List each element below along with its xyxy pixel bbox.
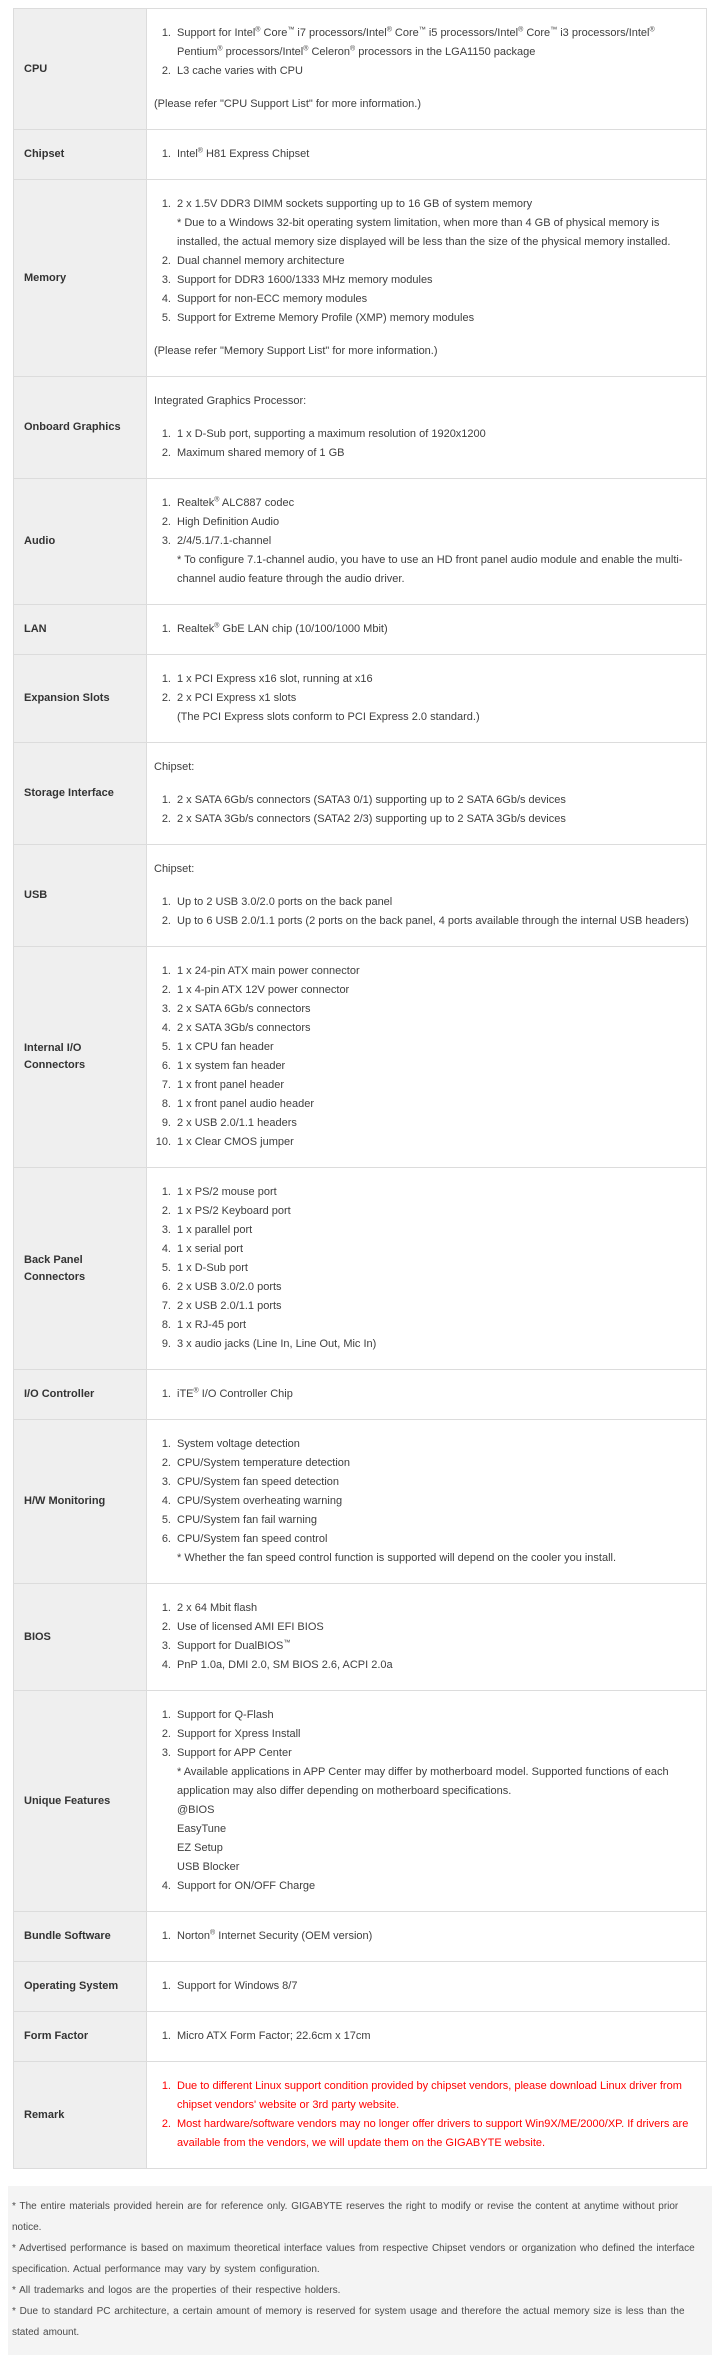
- spec-item-number: 2.: [161, 447, 171, 459]
- spec-list: [147, 1183, 692, 1354]
- spec-row-chipset: [14, 130, 707, 180]
- spec-item-text: CPU/System overheating warning: [177, 1495, 343, 1507]
- spec-item-text: CPU/System fan speed control: [177, 1533, 328, 1545]
- spec-item-text: Support for Intel® Core™ i7 processors/Intel® Core™ i5 processors/Intel® Core™ i3 processors/Intel® Pentium® processors/Intel® Celeron® processors in the LGA1150 package: [177, 26, 655, 58]
- spec-list: [147, 145, 692, 164]
- spec-item-text: 2 x SATA 6Gb/s connectors (SATA3 0/1) supporting up to 2 SATA 6Gb/s devices: [177, 794, 566, 806]
- spec-item-text: 1 x front panel header: [177, 1079, 285, 1091]
- spec-item: [147, 1744, 692, 1877]
- spec-item-number: 1.: [161, 1388, 171, 1400]
- spec-content: [147, 377, 707, 479]
- spec-item-text: Support for Q-Flash: [177, 1709, 274, 1721]
- trademark-symbol: ®: [349, 45, 356, 53]
- spec-item-number: 2.: [161, 1621, 171, 1633]
- spec-list: [147, 1599, 692, 1675]
- spec-item-number: 1.: [161, 623, 171, 635]
- spec-item-number: 1.: [161, 1930, 171, 1942]
- trademark-symbol: ®: [210, 1929, 216, 1937]
- spec-item-number: 5.: [161, 312, 171, 324]
- trademark-symbol: ®: [193, 1387, 199, 1395]
- spec-item-text: Up to 2 USB 3.0/2.0 ports on the back panel: [177, 896, 393, 908]
- spec-item-text: 1 x system fan header: [177, 1060, 286, 1072]
- spec-item-text: Up to 6 USB 2.0/1.1 ports (2 ports on the back panel, 4 ports available through the internal USB headers): [177, 915, 689, 927]
- footnote: * All trademarks and logos are the properties of their respective holders.: [12, 2285, 341, 2296]
- spec-item-text: 2 x PCI Express x1 slots: [177, 692, 297, 704]
- spec-item: [147, 252, 692, 271]
- spec-item: [147, 689, 692, 727]
- spec-item-number: 9.: [161, 1338, 171, 1350]
- spec-item: [147, 1435, 692, 1454]
- spec-item-note: * Available applications in APP Center may differ by motherboard model. Supported functions of each application may also differ depending on motherboard specifications.: [177, 1766, 669, 1797]
- spec-item: [147, 1492, 692, 1511]
- spec-item: [147, 1019, 692, 1038]
- spec-item-text: Realtek® ALC887 codec: [177, 496, 295, 509]
- spec-item-text: Norton® Internet Security (OEM version): [177, 1929, 373, 1942]
- spec-item-number: 3.: [161, 1640, 171, 1652]
- spec-item: [147, 62, 692, 81]
- spec-item-text: Support for DualBIOS™: [177, 1639, 291, 1652]
- spec-row-bios: [14, 1584, 707, 1691]
- trademark-symbol: ™: [418, 26, 426, 34]
- spec-item: [147, 145, 692, 164]
- spec-item: [147, 1202, 692, 1221]
- spec-label: Storage Interface: [14, 743, 147, 845]
- spec-item-text: 1 x RJ-45 port: [177, 1319, 247, 1331]
- spec-list: [147, 670, 692, 727]
- spec-item: [147, 1278, 692, 1297]
- page-footnotes: [8, 2186, 712, 2355]
- spec-item: [147, 1927, 692, 1946]
- spec-content: [147, 479, 707, 605]
- spec-row-audio: [14, 479, 707, 605]
- trademark-symbol: ™: [287, 26, 295, 34]
- spec-item: [147, 1000, 692, 1019]
- spec-item-number: 1.: [161, 497, 171, 509]
- spec-item-text: System voltage detection: [177, 1438, 300, 1450]
- spec-list: [147, 620, 692, 639]
- footnote: * Due to standard PC architecture, a certain amount of memory is reserved for system usage and therefore the actual memory size is less than the stated amount.: [12, 2306, 685, 2338]
- spec-item: [147, 981, 692, 1000]
- spec-label: Bundle Software: [14, 1912, 147, 1962]
- spec-item-number: 4.: [161, 1022, 171, 1034]
- spec-item-number: 5.: [161, 1262, 171, 1274]
- spec-item-number: 1.: [161, 1709, 171, 1721]
- spec-item: [147, 1454, 692, 1473]
- spec-item-note: * Due to a Windows 32-bit operating system limitation, when more than 4 GB of physical memory is installed, the actual memory size displayed will be less than the size of the physical memory installed.: [177, 217, 671, 248]
- spec-label: H/W Monitoring: [14, 1420, 147, 1584]
- trademark-symbol: ®: [303, 45, 309, 53]
- spec-content: [147, 130, 707, 180]
- spec-item-text: 1 x PS/2 mouse port: [177, 1186, 277, 1198]
- spec-item-text: Due to different Linux support condition provided by chipset vendors, please download Linux driver from chipset vendors' website or 3rd party website.: [177, 2080, 682, 2111]
- spec-item: [147, 1877, 692, 1896]
- spec-item-text: CPU/System fan fail warning: [177, 1514, 317, 1526]
- spec-row-i-o-controller: [14, 1370, 707, 1420]
- spec-content: [147, 1168, 707, 1370]
- spec-item-number: 3.: [161, 1747, 171, 1759]
- spec-item-text: CPU/System fan speed detection: [177, 1476, 340, 1488]
- spec-item-note: * To configure 7.1-channel audio, you have to use an HD front panel audio module and enable the multi-channel audio feature through the audio driver.: [177, 554, 683, 585]
- spec-item: [147, 1618, 692, 1637]
- spec-item: [147, 912, 692, 931]
- spec-item-number: 2.: [161, 984, 171, 996]
- spec-item-number: 1.: [161, 794, 171, 806]
- spec-row-remark: [14, 2062, 707, 2169]
- spec-row-h-w-monitoring: [14, 1420, 707, 1584]
- trademark-symbol: ®: [214, 622, 220, 630]
- spec-item: [147, 1511, 692, 1530]
- spec-row-onboard-graphics: [14, 377, 707, 479]
- spec-item-text: Most hardware/software vendors may no longer offer drivers to support Win9X/ME/2000/XP. If drivers are available from the vendors, we will update them on the GIGABYTE website.: [177, 2118, 689, 2149]
- spec-content: [147, 605, 707, 655]
- spec-label: Expansion Slots: [14, 655, 147, 743]
- spec-label: Memory: [14, 180, 147, 377]
- spec-item-number: 2.: [161, 1728, 171, 1740]
- spec-content: [147, 1691, 707, 1912]
- trademark-symbol: ®: [386, 26, 392, 34]
- spec-item-text: Support for non-ECC memory modules: [177, 293, 368, 305]
- spec-item-number: 2.: [161, 692, 171, 704]
- trademark-symbol: ®: [255, 26, 261, 34]
- spec-item-number: 3.: [161, 1476, 171, 1488]
- spec-item: [147, 810, 692, 829]
- spec-post-text: (Please refer "Memory Support List" for more information.): [154, 345, 438, 357]
- spec-label: Back Panel Connectors: [14, 1168, 147, 1370]
- spec-item-number: 4.: [161, 1659, 171, 1671]
- spec-item-number: 2.: [161, 915, 171, 927]
- spec-list: [147, 791, 692, 829]
- spec-list: [147, 2027, 692, 2046]
- spec-content: [147, 1912, 707, 1962]
- spec-row-usb: [14, 845, 707, 947]
- spec-item-number: 1.: [161, 1980, 171, 1992]
- spec-label: LAN: [14, 605, 147, 655]
- spec-item: [147, 1725, 692, 1744]
- spec-item-number: 4.: [161, 1495, 171, 1507]
- spec-item-number: 2.: [161, 1457, 171, 1469]
- spec-item-text: 1 x PS/2 Keyboard port: [177, 1205, 291, 1217]
- trademark-symbol: ®: [197, 147, 203, 155]
- spec-row-back-panel-connectors: [14, 1168, 707, 1370]
- spec-item: [147, 1385, 692, 1404]
- spec-item-number: 8.: [161, 1098, 171, 1110]
- spec-item-number: 1.: [161, 1186, 171, 1198]
- footnote: * Advertised performance is based on maximum theoretical interface values from respective Chipset vendors or organization who defined the interface specification. Actual performance may vary by system configuration.: [12, 2243, 695, 2275]
- spec-item-note: USB Blocker: [177, 1861, 240, 1873]
- spec-list: [147, 1385, 692, 1404]
- spec-item-text: 2 x SATA 6Gb/s connectors: [177, 1003, 311, 1015]
- spec-item-number: 3.: [161, 535, 171, 547]
- spec-item-text: High Definition Audio: [177, 516, 280, 528]
- spec-item: [147, 309, 692, 328]
- spec-item-number: 1.: [161, 2080, 171, 2092]
- spec-item-note: (The PCI Express slots conform to PCI Express 2.0 standard.): [177, 711, 480, 723]
- spec-item: [147, 1637, 692, 1656]
- spec-content: [147, 655, 707, 743]
- spec-item: [147, 1133, 692, 1152]
- spec-content: [147, 845, 707, 947]
- spec-pre-text: Chipset:: [154, 863, 195, 875]
- spec-item-number: 3.: [161, 1224, 171, 1236]
- spec-item: [147, 1095, 692, 1114]
- spec-list: [147, 1977, 692, 1996]
- spec-item: [147, 791, 692, 810]
- spec-item: [147, 494, 692, 513]
- spec-item: [147, 1057, 692, 1076]
- spec-item-text: 1 x D-Sub port: [177, 1262, 248, 1274]
- spec-item-number: 10.: [155, 1136, 171, 1148]
- trademark-symbol: ™: [283, 1639, 291, 1647]
- spec-item-text: 1 x PCI Express x16 slot, running at x16: [177, 673, 373, 685]
- spec-item-number: 2.: [161, 65, 171, 77]
- spec-item-text: Support for Extreme Memory Profile (XMP) memory modules: [177, 312, 475, 324]
- spec-item-number: 7.: [161, 1079, 171, 1091]
- spec-item-text: 2 x USB 2.0/1.1 ports: [177, 1300, 282, 1312]
- spec-label: Onboard Graphics: [14, 377, 147, 479]
- spec-item-number: 1.: [161, 27, 171, 39]
- spec-item: [147, 1221, 692, 1240]
- spec-list: [147, 1435, 692, 1568]
- trademark-symbol: ®: [518, 26, 524, 34]
- spec-item-text: Support for Xpress Install: [177, 1728, 301, 1740]
- spec-item: [147, 1240, 692, 1259]
- spec-item: [147, 1335, 692, 1354]
- spec-content: [147, 1370, 707, 1420]
- spec-item: [147, 195, 692, 252]
- spec-item-number: 1.: [161, 428, 171, 440]
- spec-item-number: 8.: [161, 1319, 171, 1331]
- spec-item: [147, 1183, 692, 1202]
- spec-item: [147, 1530, 692, 1568]
- spec-item-text: 1 x front panel audio header: [177, 1098, 314, 1110]
- spec-item-number: 1.: [161, 1602, 171, 1614]
- spec-item: [147, 1599, 692, 1618]
- spec-item: [147, 1076, 692, 1095]
- spec-item: [147, 1473, 692, 1492]
- spec-item: [147, 1038, 692, 1057]
- spec-pre-text: Chipset:: [154, 761, 195, 773]
- spec-item: [147, 2027, 692, 2046]
- spec-item: [147, 1259, 692, 1278]
- spec-item-note: * Whether the fan speed control function is supported will depend on the cooler you install.: [177, 1552, 617, 1564]
- spec-table-body: [14, 9, 707, 2169]
- spec-item-number: 9.: [161, 1117, 171, 1129]
- spec-row-storage-interface: [14, 743, 707, 845]
- spec-label: USB: [14, 845, 147, 947]
- spec-item-number: 6.: [161, 1060, 171, 1072]
- spec-item-number: 7.: [161, 1300, 171, 1312]
- spec-item-number: 1.: [161, 1438, 171, 1450]
- spec-label: Remark: [14, 2062, 147, 2169]
- spec-item: [147, 1706, 692, 1725]
- spec-item-number: 1.: [161, 673, 171, 685]
- spec-row-bundle-software: [14, 1912, 707, 1962]
- spec-item: [147, 1297, 692, 1316]
- trademark-symbol: ®: [214, 496, 220, 504]
- spec-item-text: 1 x 4-pin ATX 12V power connector: [177, 984, 350, 996]
- spec-list: [147, 425, 692, 463]
- spec-item-text: Support for DDR3 1600/1333 MHz memory modules: [177, 274, 433, 286]
- spec-content: [147, 1584, 707, 1691]
- spec-item-text: 1 x Clear CMOS jumper: [177, 1136, 294, 1148]
- spec-item-text: L3 cache varies with CPU: [177, 65, 303, 77]
- spec-row-lan: [14, 605, 707, 655]
- spec-item-number: 3.: [161, 1003, 171, 1015]
- spec-item-number: 2.: [161, 516, 171, 528]
- spec-label: BIOS: [14, 1584, 147, 1691]
- spec-item-note: @BIOS: [177, 1804, 215, 1816]
- spec-item-text: 2/4/5.1/7.1-channel: [177, 535, 272, 547]
- spec-item: [147, 1316, 692, 1335]
- spec-item-text: 1 x parallel port: [177, 1224, 253, 1236]
- spec-post-text: (Please refer "CPU Support List" for more information.): [154, 98, 422, 110]
- spec-item-number: 1.: [161, 198, 171, 210]
- spec-content: [147, 947, 707, 1168]
- spec-item: [147, 893, 692, 912]
- spec-item-text: 2 x SATA 3Gb/s connectors: [177, 1022, 311, 1034]
- spec-item-number: 1.: [161, 896, 171, 908]
- spec-row-internal-i-o-connectors: [14, 947, 707, 1168]
- spec-item: [147, 1114, 692, 1133]
- spec-item: [147, 2077, 692, 2115]
- trademark-symbol: ®: [217, 45, 223, 53]
- spec-list: [147, 962, 692, 1152]
- trademark-symbol: ™: [550, 26, 558, 34]
- spec-item-text: 2 x 64 Mbit flash: [177, 1602, 258, 1614]
- spec-item: [147, 513, 692, 532]
- spec-item-text: iTE® I/O Controller Chip: [177, 1387, 293, 1400]
- spec-item-text: Realtek® GbE LAN chip (10/100/1000 Mbit): [177, 622, 388, 635]
- spec-item: [147, 2115, 692, 2153]
- spec-row-expansion-slots: [14, 655, 707, 743]
- spec-item: [147, 425, 692, 444]
- spec-row-operating-system: [14, 1962, 707, 2012]
- spec-item-number: 2.: [161, 255, 171, 267]
- spec-label: Chipset: [14, 130, 147, 180]
- spec-item: [147, 444, 692, 463]
- spec-table: [13, 8, 707, 2169]
- spec-content: [147, 2062, 707, 2169]
- spec-label: Internal I/O Connectors: [14, 947, 147, 1168]
- spec-item-text: 1 x 24-pin ATX main power connector: [177, 965, 360, 977]
- spec-item: [147, 24, 692, 62]
- trademark-symbol: ®: [649, 26, 655, 34]
- spec-item-number: 2.: [161, 1205, 171, 1217]
- spec-item-text: Dual channel memory architecture: [177, 255, 345, 267]
- spec-item-number: 3.: [161, 274, 171, 286]
- spec-item-text: Use of licensed AMI EFI BIOS: [177, 1621, 324, 1633]
- spec-list: [147, 1927, 692, 1946]
- spec-item-number: 1.: [161, 148, 171, 160]
- spec-item-text: 2 x USB 3.0/2.0 ports: [177, 1281, 282, 1293]
- spec-row-cpu: [14, 9, 707, 130]
- spec-row-unique-features: [14, 1691, 707, 1912]
- spec-list: [147, 494, 692, 589]
- spec-list: [147, 195, 692, 328]
- spec-label: Unique Features: [14, 1691, 147, 1912]
- spec-pre-text: Integrated Graphics Processor:: [154, 395, 307, 407]
- spec-label: Form Factor: [14, 2012, 147, 2062]
- spec-item-number: 6.: [161, 1281, 171, 1293]
- spec-content: [147, 180, 707, 377]
- spec-item: [147, 532, 692, 589]
- spec-item-number: 4.: [161, 1243, 171, 1255]
- spec-item: [147, 1977, 692, 1996]
- spec-label: Operating System: [14, 1962, 147, 2012]
- spec-item-number: 2.: [161, 813, 171, 825]
- spec-item-number: 6.: [161, 1533, 171, 1545]
- spec-list: [147, 893, 692, 931]
- spec-item-note: EasyTune: [177, 1823, 227, 1835]
- spec-label: CPU: [14, 9, 147, 130]
- spec-item-number: 1.: [161, 2030, 171, 2042]
- spec-item-text: 2 x SATA 3Gb/s connectors (SATA2 2/3) supporting up to 2 SATA 3Gb/s devices: [177, 813, 566, 825]
- spec-item-text: Maximum shared memory of 1 GB: [177, 447, 345, 459]
- spec-row-memory: [14, 180, 707, 377]
- spec-list: [147, 2077, 692, 2153]
- spec-item: [147, 1656, 692, 1675]
- spec-item: [147, 670, 692, 689]
- spec-item-text: 1 x serial port: [177, 1243, 244, 1255]
- spec-label: Audio: [14, 479, 147, 605]
- spec-content: [147, 9, 707, 130]
- spec-item-text: 2 x USB 2.0/1.1 headers: [177, 1117, 297, 1129]
- spec-row-form-factor: [14, 2012, 707, 2062]
- spec-item-text: Support for APP Center: [177, 1747, 292, 1759]
- spec-item-number: 4.: [161, 293, 171, 305]
- spec-content: [147, 1420, 707, 1584]
- spec-item-text: Support for Windows 8/7: [177, 1980, 298, 1992]
- spec-item-text: 1 x CPU fan header: [177, 1041, 274, 1053]
- spec-list: [147, 1706, 692, 1896]
- spec-item-number: 2.: [161, 2118, 171, 2130]
- spec-item-number: 5.: [161, 1514, 171, 1526]
- spec-item-number: 4.: [161, 1880, 171, 1892]
- spec-item-text: 3 x audio jacks (Line In, Line Out, Mic In): [177, 1338, 377, 1350]
- spec-item-text: PnP 1.0a, DMI 2.0, SM BIOS 2.6, ACPI 2.0a: [177, 1659, 393, 1671]
- spec-item-note: EZ Setup: [177, 1842, 223, 1854]
- spec-item: [147, 271, 692, 290]
- spec-item-number: 5.: [161, 1041, 171, 1053]
- spec-item: [147, 290, 692, 309]
- footnote: * The entire materials provided herein are for reference only. GIGABYTE reserves the right to modify or revise the content at anytime without prior notice.: [12, 2201, 679, 2233]
- spec-content: [147, 743, 707, 845]
- spec-content: [147, 1962, 707, 2012]
- spec-item: [147, 620, 692, 639]
- spec-item: [147, 962, 692, 981]
- spec-label: I/O Controller: [14, 1370, 147, 1420]
- spec-item-text: 1 x D-Sub port, supporting a maximum resolution of 1920x1200: [177, 428, 486, 440]
- spec-list: [147, 24, 692, 81]
- spec-item-text: Intel® H81 Express Chipset: [177, 147, 310, 160]
- spec-item-text: Micro ATX Form Factor; 22.6cm x 17cm: [177, 2030, 371, 2042]
- spec-item-text: 2 x 1.5V DDR3 DIMM sockets supporting up to 16 GB of system memory: [177, 198, 533, 210]
- spec-item-number: 1.: [161, 965, 171, 977]
- spec-item-text: Support for ON/OFF Charge: [177, 1880, 316, 1892]
- spec-content: [147, 2012, 707, 2062]
- spec-item-text: CPU/System temperature detection: [177, 1457, 351, 1469]
